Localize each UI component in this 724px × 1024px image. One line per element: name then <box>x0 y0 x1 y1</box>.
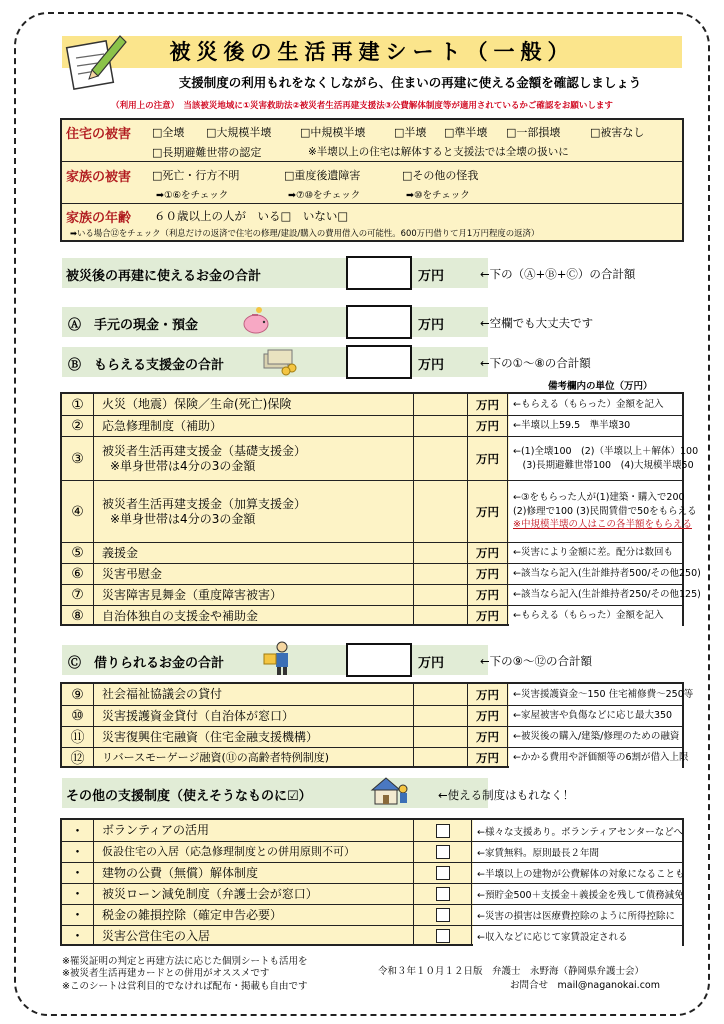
b-label: Ⓑ もらえる支援金の合計 <box>68 358 225 373</box>
c-input[interactable] <box>346 643 412 677</box>
row-checkbox[interactable] <box>436 845 450 859</box>
person-money-icon <box>262 640 296 676</box>
age-label: 家族の年齢 <box>66 211 132 226</box>
damage-box <box>60 118 684 242</box>
age-row <box>62 204 682 242</box>
total-note: ←下の（Ⓐ+Ⓑ+Ⓒ）の合計額 <box>480 267 636 281</box>
row-name <box>96 884 414 904</box>
c-unit: 万円 <box>418 656 445 671</box>
age-options[interactable]: ６０歳以上の人が いる□ いない□ <box>154 209 349 223</box>
footer-notes <box>62 956 307 993</box>
housing-opt[interactable]: □準半壊 <box>444 126 488 139</box>
row-name <box>96 564 414 584</box>
row-name <box>96 842 414 862</box>
row-note-line: (3)長期避難世帯100 (4)大規模半壊50 <box>513 459 694 471</box>
family-check-note: ➡①⑥をチェック <box>156 190 229 201</box>
row-name <box>96 394 414 415</box>
table-row <box>62 841 682 862</box>
b-table <box>60 392 701 626</box>
amount-input[interactable] <box>414 437 468 480</box>
housing-opt[interactable]: □被害なし <box>590 126 645 139</box>
row-number: ⑤ <box>62 543 94 563</box>
row-number: ⑨ <box>62 684 94 705</box>
row-unit: 万円 <box>468 416 508 436</box>
row-name <box>96 481 414 542</box>
amount-input[interactable] <box>414 684 468 705</box>
row-name-text: 災害障害見舞金（重度障害被害） <box>102 587 283 602</box>
row-note-line: ※中規模半壊の人はこの各半額をもらえる <box>513 519 692 531</box>
row-unit: 万円 <box>468 684 508 705</box>
row-note: ←様々な支援あり。ボランティアセンターなどへ <box>473 820 682 841</box>
page-title: 被災後の生活再建シート（一般） <box>169 40 575 64</box>
c-table <box>60 682 694 768</box>
table-row <box>62 726 682 747</box>
row-unit: 万円 <box>468 606 508 626</box>
amount-input[interactable] <box>414 481 468 542</box>
row-note <box>509 585 701 605</box>
b-input[interactable] <box>346 345 412 379</box>
row-number: ⑧ <box>62 606 94 626</box>
table-row <box>62 883 682 904</box>
family-check-note: ➡⑦⑩をチェック <box>288 190 361 201</box>
row-note: ←かかる費用や評価額等の6割が借入上限 <box>509 748 682 768</box>
table-row <box>62 436 699 480</box>
row-unit: 万円 <box>468 585 508 605</box>
row-name-text: 災害弔慰金 <box>102 566 163 581</box>
row-name <box>96 706 414 726</box>
row-number: ⑦ <box>62 585 94 605</box>
row-note-line: ←③をもらった人が(1)建築・購入で200 <box>513 491 685 503</box>
row-checkbox[interactable] <box>436 866 450 880</box>
row-unit: 万円 <box>468 481 508 542</box>
amount-input[interactable] <box>414 727 468 747</box>
row-unit: 万円 <box>468 727 508 747</box>
usage-notice: （利用上の注意） 当該被災地域に①災害救助法②被災者生活再建支援法③公費解体制度等が適用されているかご確認をお願いします <box>111 101 613 111</box>
amount-input[interactable] <box>414 416 468 436</box>
row-note-line: (2)修理で100 (3)民間賃借で50をもらえる <box>513 505 697 517</box>
row-checkbox[interactable] <box>436 824 450 838</box>
row-number: ⑩ <box>62 706 94 726</box>
footer-credit: 令和３年１０月１２日版 弁護士 永野海（静岡県弁護士会） <box>378 966 645 977</box>
amount-input[interactable] <box>414 543 468 563</box>
row-name-text: 災害復興住宅融資（住宅金融支援機構） <box>102 729 319 744</box>
row-note <box>509 437 699 480</box>
row-name-text: 火災（地震）保険／生命(死亡)保険 <box>102 397 292 411</box>
table-row <box>62 862 685 883</box>
row-note: ←家屋被害や負傷などに応じ最大350 <box>509 706 682 726</box>
housing-opt[interactable]: □中規模半壊 <box>300 126 366 139</box>
row-note: ←家賃無料。原則最長２年間 <box>473 842 682 862</box>
amount-input[interactable] <box>414 606 468 626</box>
housing-label: 住宅の被害 <box>66 127 132 142</box>
total-input[interactable] <box>346 256 412 290</box>
row-note: ←被災後の購入/建築/修理のための融資 <box>509 727 682 747</box>
table-row <box>62 820 682 841</box>
row-name <box>96 863 414 883</box>
row-note-line: ←もらえる（もらった）金額を記入 <box>513 610 664 622</box>
row-note-line: ←災害により金額に差。配分は数回も <box>513 547 673 559</box>
row-checkbox-cell <box>414 863 472 883</box>
row-note <box>509 481 697 542</box>
row-note-line: ←もらえる（もらった）金額を記入 <box>513 398 664 410</box>
table-row <box>62 394 682 415</box>
family-opt[interactable]: □死亡・行方不明 <box>152 169 240 182</box>
row-bullet: ・ <box>62 842 94 862</box>
a-input[interactable] <box>346 305 412 339</box>
housing-opt[interactable]: □大規模半壊 <box>206 126 272 139</box>
a-unit: 万円 <box>418 318 445 333</box>
other-note: ←使える制度はもれなく！ <box>438 788 575 802</box>
row-checkbox[interactable] <box>436 908 450 922</box>
other-label: その他の支援制度（使えそうなものに☑） <box>66 789 312 804</box>
table-row <box>62 705 682 726</box>
c-note: ←下の⑨～⑫の合計額 <box>480 654 592 668</box>
table-row <box>62 904 682 925</box>
row-name <box>96 727 414 747</box>
amount-input[interactable] <box>414 748 468 768</box>
a-note: ←空欄でも大丈夫です <box>480 316 594 330</box>
amount-input[interactable] <box>414 394 468 415</box>
row-unit: 万円 <box>468 543 508 563</box>
row-name <box>96 926 414 946</box>
row-bullet: ・ <box>62 905 94 925</box>
row-note <box>509 564 701 584</box>
money-stack-icon <box>262 346 298 376</box>
row-note <box>509 543 682 563</box>
amount-input[interactable] <box>414 585 468 605</box>
row-number: ③ <box>62 437 94 480</box>
row-bullet: ・ <box>62 926 94 946</box>
family-row <box>62 162 682 204</box>
housing-opt[interactable]: □全壊 <box>152 126 185 139</box>
row-name <box>96 684 414 705</box>
row-number: ⑪ <box>62 727 94 747</box>
piggy-bank-icon <box>240 306 272 336</box>
amount-input[interactable] <box>414 706 468 726</box>
row-number: ⑥ <box>62 564 94 584</box>
row-note <box>509 416 682 436</box>
row-note-line: ←該当なら記入(生計維持者250/その他125) <box>513 589 701 601</box>
row-name-text: 応急修理制度（補助） <box>102 418 223 433</box>
row-number: ⑫ <box>62 748 94 768</box>
row-bullet: ・ <box>62 884 94 904</box>
row-checkbox-cell <box>414 926 472 946</box>
page-subtitle: 支援制度の利用もれをなくしながら、住まいの再建に使える金額を確認しましょう <box>178 75 642 90</box>
footer-contact[interactable]: お問合せ mail@naganokai.com <box>510 980 660 991</box>
age-note: ➡いる場合⑫をチェック（利息だけの返済で住宅の修理/建設/購入の費用借入の可能性。600万円借りて月1万円程度の返済） <box>70 228 540 238</box>
row-name <box>96 543 414 563</box>
housing-opt-longterm[interactable]: □長期避難世帯の認定 <box>152 146 262 159</box>
row-note: ←収入などに応じて家賃設定される <box>473 926 682 946</box>
unit-caption: 備考欄内の単位（万円） <box>548 381 653 392</box>
amount-input[interactable] <box>414 564 468 584</box>
housing-opt[interactable]: □半壊 <box>394 126 427 139</box>
row-name-text: 災害公営住宅の入居 <box>102 928 211 943</box>
row-checkbox-cell <box>414 842 472 862</box>
row-unit: 万円 <box>468 437 508 480</box>
row-note: ←半壊以上の建物が公費解体の対象になることも <box>473 863 682 883</box>
b-unit: 万円 <box>418 358 445 373</box>
row-name <box>96 416 414 436</box>
other-table <box>60 818 684 946</box>
family-opt[interactable]: □その他の怪我 <box>402 169 479 182</box>
row-bullet: ・ <box>62 820 94 841</box>
row-note-line: ←半壊以上59.5 準半壊30 <box>513 420 631 432</box>
row-name-text: 被災者生活再建支援金（基礎支援金） <box>102 443 307 458</box>
row-name <box>96 585 414 605</box>
table-row <box>62 747 689 768</box>
table-row <box>62 480 697 542</box>
row-checkbox-cell <box>414 820 472 841</box>
row-unit: 万円 <box>468 748 508 768</box>
row-name <box>96 905 414 925</box>
row-name-text: 被災ローン減免制度（弁護士会が窓口） <box>102 886 318 901</box>
row-number: ① <box>62 394 94 415</box>
row-bullet: ・ <box>62 863 94 883</box>
row-name-text: 建物の公費（無償）解体制度 <box>102 865 259 880</box>
row-checkbox-cell <box>414 905 472 925</box>
row-note-line: ←該当なら記入(生計維持者500/その他250) <box>513 568 701 580</box>
family-check-note: ➡⑩をチェック <box>406 190 470 201</box>
housing-row <box>62 120 682 162</box>
row-number: ② <box>62 416 94 436</box>
row-name-text: ボランティアの活用 <box>102 823 210 837</box>
row-note: ←災害援護資金～150 住宅補修費～250等 <box>509 684 682 705</box>
table-row <box>62 605 682 626</box>
footer-note: ※罹災証明の判定と再建方法に応じた個別シートも活用を <box>62 956 308 967</box>
row-name-text: リバースモーゲージ融資(⑪の高齢者特例制度) <box>102 751 330 765</box>
footer-note: ※被災者生活再建カードとの併用がオススメです <box>62 968 270 980</box>
a-label: Ⓐ 手元の現金・預金 <box>68 318 199 333</box>
row-name <box>96 748 414 768</box>
row-name-text: 税金の雑損控除（確定申告必要） <box>102 907 283 922</box>
row-unit: 万円 <box>468 564 508 584</box>
row-note: ←預貯金500＋支援金＋義援金を残して債務減免 <box>473 884 682 904</box>
table-row <box>62 925 682 946</box>
row-name-text: 義援金 <box>102 545 139 560</box>
family-label: 家族の被害 <box>66 170 132 185</box>
row-checkbox-cell <box>414 884 472 904</box>
row-number: ④ <box>62 481 94 542</box>
row-name-subtext: ※単身世帯は4分の3の金額 <box>110 511 256 526</box>
row-note: ←災害の損害は医療費控除のように所得控除に <box>473 905 682 925</box>
table-row <box>62 563 701 584</box>
row-note <box>509 606 682 626</box>
row-unit: 万円 <box>468 706 508 726</box>
row-name-text: 被災者生活再建支援金（加算支援金） <box>102 496 307 511</box>
row-name <box>96 606 414 626</box>
row-name-text: 災害援護資金貸付（自治体が窓口） <box>102 708 295 723</box>
table-row <box>62 684 694 705</box>
table-row <box>62 584 701 605</box>
row-checkbox[interactable] <box>436 929 450 943</box>
row-note <box>509 394 682 415</box>
row-name-subtext: ※単身世帯は4分の3の金額 <box>110 458 256 473</box>
b-note: ←下の①～⑧の合計額 <box>480 356 591 370</box>
total-unit: 万円 <box>418 269 445 284</box>
housing-note: ※半壊以上の住宅は解体すると支援法では全壊の扱いに <box>308 146 569 158</box>
row-name <box>96 820 414 841</box>
row-unit: 万円 <box>468 394 508 415</box>
row-name <box>96 437 414 480</box>
table-row <box>62 415 682 436</box>
c-label: Ⓒ 借りられるお金の合計 <box>68 656 225 671</box>
footer-note: ※このシートは営利目的でなければ配布・掲載も自由です <box>62 980 308 992</box>
family-opt[interactable]: □重度後遺障害 <box>284 169 361 182</box>
row-note-line: ←(1)全壊100 (2)（半壊以上＋解体）100 <box>513 445 699 457</box>
row-name-text: 自治体独自の支援金や補助金 <box>102 608 259 623</box>
house-worker-icon <box>370 774 410 808</box>
row-checkbox[interactable] <box>436 887 450 901</box>
total-label: 被災後の再建に使えるお金の合計 <box>66 269 262 284</box>
housing-opt[interactable]: □一部損壊 <box>506 126 561 139</box>
table-row <box>62 542 682 563</box>
row-name-text: 社会福祉協議会の貸付 <box>102 687 223 701</box>
row-name-text: 仮設住宅の入居（応急修理制度との併用原則不可） <box>102 845 355 859</box>
